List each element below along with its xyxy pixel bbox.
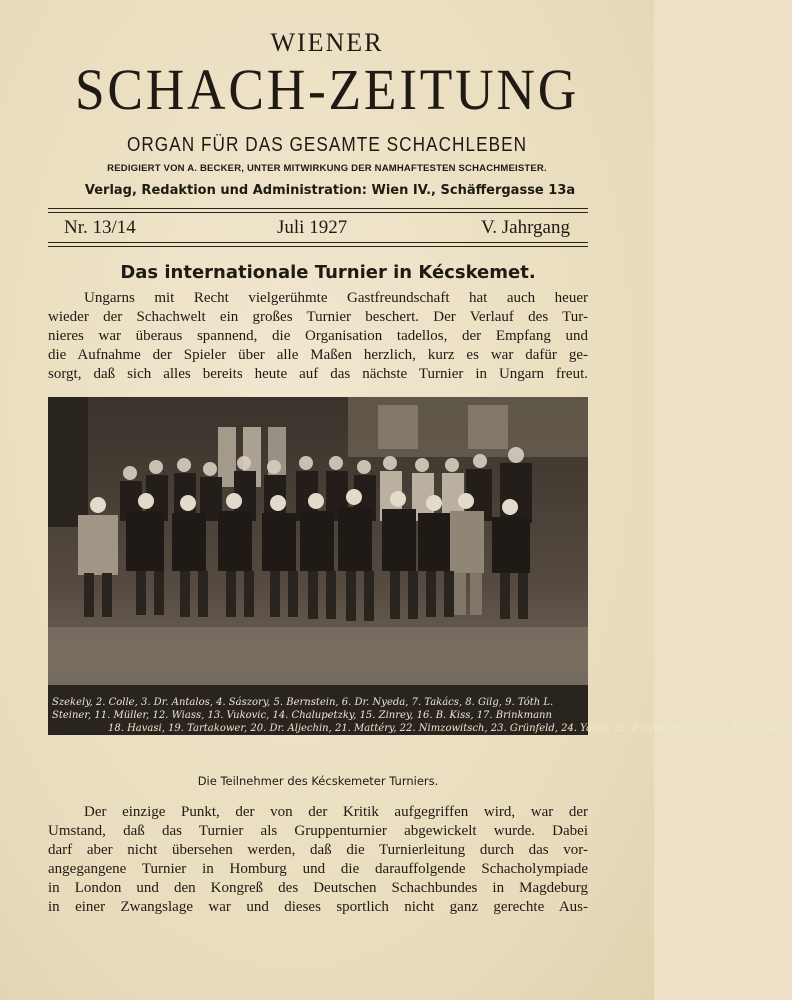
divider-rule	[48, 208, 588, 209]
text-line: die Aufnahme der Spieler über alle Maßen herzlich, kurz es war dafür ge-	[48, 347, 588, 363]
text-line: sorgt, daß sich alles bereits heute auf das nächste Turnier in Ungarn freut.	[48, 366, 588, 382]
issue-info-row	[64, 214, 570, 242]
article-paragraph-2	[48, 803, 588, 917]
text-line: in London und den Kongreß des Deutschen Schachbundes in Magdeburg	[48, 880, 588, 896]
article-title: Das internationale Turnier in Kécskemet.	[120, 262, 536, 283]
photo-caption: Die Teilnehmer des Kécskemeter Turniers.	[197, 774, 439, 788]
text-line: in einer Zwangslage war und dieses sportlich nicht ganz gerechte Aus-	[48, 899, 588, 915]
photo-handwritten-names: 18. Havasi, 19. Tartakower, 20. Dr. Aljechin, 21. Mattéry, 22. Nimzowitsch, 23. Grünfeld, 24. Yates, 25. Przepiorka, 26. Dr. Nyúl Tóth P.	[108, 723, 792, 734]
text-line: Der einzige Punkt, der von der Kritik aufgegriffen wird, war der	[84, 804, 588, 820]
masthead-publisher-line: Verlag, Redaktion und Administration: Wien IV., Schäffergasse 13a	[84, 183, 576, 198]
photo-handwritten-names: Steiner, 11. Müller, 12. Wiass, 13. Vukovic, 14. Chalupetzky, 15. Zinrey, 16. B. Kiss, 17. Brinkmann	[52, 710, 552, 721]
issue-number: Nr. 13/14	[64, 217, 136, 238]
text-line: Umstand, daß das Turnier als Gruppenturnier abgewickelt wurde. Dabei	[48, 823, 588, 839]
text-line: wieder der Schachwelt ein großes Turnier beschert. Der Verlauf des Tur-	[48, 309, 588, 325]
photo-handwritten-names: Szekely, 2. Colle, 3. Dr. Antalos, 4. Sászory, 5. Bernstein, 6. Dr. Nyeda, 7. Takács, 8. Gilg, 9. Tóth L.	[52, 697, 554, 708]
group-photograph	[48, 397, 792, 735]
divider-rule	[48, 242, 588, 243]
divider-rule	[48, 246, 588, 247]
photo-illustration	[48, 397, 588, 735]
text-line: darf aber nicht übersehen werden, daß die Turnierleitung durch das vor-	[48, 842, 588, 858]
issue-date: Juli 1927	[277, 217, 348, 238]
masthead-subtitle: ORGAN FÜR DAS GESAMTE SCHACHLEBEN	[126, 134, 528, 156]
text-line: Ungarns mit Recht vielgerühmte Gastfreundschaft hat auch heuer	[84, 290, 588, 306]
text-line: angegangene Turnier in Homburg und die darauffolgende Schacholympiade	[48, 861, 588, 877]
masthead-pre-title: WIENER	[270, 28, 384, 57]
divider-rule	[48, 212, 588, 213]
masthead-title: SCHACH-ZEITUNG	[74, 57, 580, 122]
masthead-editor-line: REDIGIERT VON A. BECKER, UNTER MITWIRKUNG DER NAMHAFTESTEN SCHACHMEISTER.	[107, 163, 547, 174]
text-line: nieres war überaus spannend, die Organisation tadellos, der Empfang und	[48, 328, 588, 344]
issue-volume: V. Jahrgang	[480, 217, 570, 238]
article-paragraph-1	[48, 289, 588, 384]
